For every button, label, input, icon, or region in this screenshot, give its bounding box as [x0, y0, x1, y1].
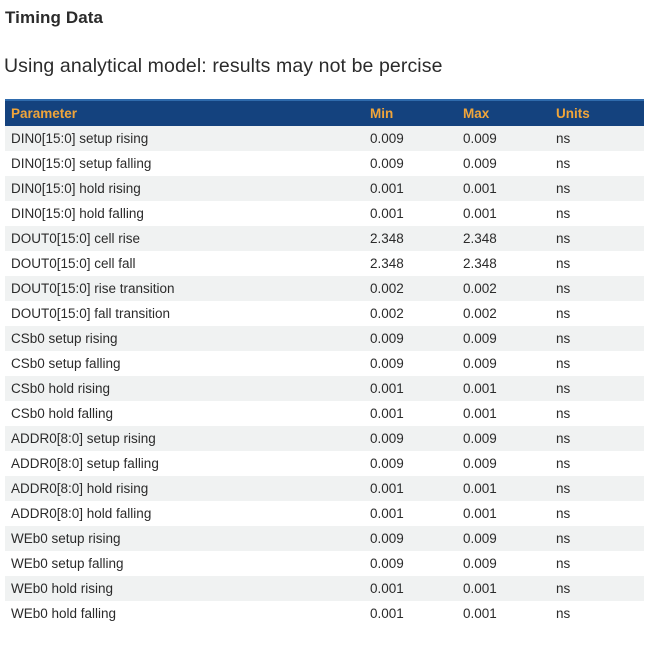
parameter-cell: DIN0[15:0] setup rising	[11, 131, 149, 146]
table-row	[5, 176, 644, 201]
min-cell: 0.001	[370, 481, 404, 496]
units-cell: ns	[556, 306, 571, 321]
min-cell: 0.001	[370, 581, 404, 596]
units-cell: ns	[556, 181, 571, 196]
units-cell: ns	[556, 581, 571, 596]
units-cell: ns	[556, 606, 571, 621]
max-cell: 0.009	[463, 531, 497, 546]
min-cell: 0.002	[370, 306, 404, 321]
max-cell: 0.009	[463, 331, 497, 346]
table-header-row	[5, 99, 644, 126]
table-row	[5, 401, 644, 426]
min-cell: 0.002	[370, 281, 404, 296]
min-cell: 0.001	[370, 506, 404, 521]
parameter-cell: DIN0[15:0] hold rising	[11, 181, 141, 196]
max-cell: 0.001	[463, 606, 497, 621]
table-row	[5, 551, 644, 576]
units-cell: ns	[556, 381, 571, 396]
parameter-cell: CSb0 setup rising	[11, 331, 118, 346]
column-header-units: Units	[556, 106, 590, 121]
parameter-cell: DOUT0[15:0] rise transition	[11, 281, 175, 296]
parameter-cell: ADDR0[8:0] setup rising	[11, 431, 156, 446]
parameter-cell: WEb0 setup falling	[11, 556, 124, 571]
table-row	[5, 376, 644, 401]
min-cell: 0.009	[370, 431, 404, 446]
table-row	[5, 451, 644, 476]
table-body	[5, 126, 644, 626]
parameter-cell: WEb0 hold rising	[11, 581, 114, 596]
units-cell: ns	[556, 406, 571, 421]
max-cell: 0.001	[463, 381, 497, 396]
max-cell: 0.001	[463, 206, 497, 221]
max-cell: 0.009	[463, 456, 497, 471]
min-cell: 0.009	[370, 156, 404, 171]
units-cell: ns	[556, 456, 571, 471]
min-cell: 0.009	[370, 531, 404, 546]
table-row	[5, 601, 644, 626]
parameter-cell: DIN0[15:0] hold falling	[11, 206, 144, 221]
table-row	[5, 501, 644, 526]
parameter-cell: CSb0 hold rising	[11, 381, 111, 396]
min-cell: 0.009	[370, 331, 404, 346]
min-cell: 2.348	[370, 231, 404, 246]
table-row	[5, 351, 644, 376]
parameter-cell: ADDR0[8:0] hold rising	[11, 481, 149, 496]
table-row	[5, 251, 644, 276]
max-cell: 0.001	[463, 406, 497, 421]
parameter-cell: ADDR0[8:0] setup falling	[11, 456, 159, 471]
parameter-cell: CSb0 setup falling	[11, 356, 121, 371]
max-cell: 2.348	[463, 231, 497, 246]
max-cell: 0.001	[463, 181, 497, 196]
max-cell: 0.009	[463, 156, 497, 171]
max-cell: 0.009	[463, 356, 497, 371]
units-cell: ns	[556, 131, 571, 146]
min-cell: 2.348	[370, 256, 404, 271]
units-cell: ns	[556, 156, 571, 171]
min-cell: 0.009	[370, 356, 404, 371]
min-cell: 0.001	[370, 206, 404, 221]
parameter-cell: DOUT0[15:0] cell rise	[11, 231, 141, 246]
table-row	[5, 476, 644, 501]
table-row	[5, 126, 644, 151]
min-cell: 0.009	[370, 456, 404, 471]
units-cell: ns	[556, 506, 571, 521]
parameter-cell: WEb0 hold falling	[11, 606, 117, 621]
min-cell: 0.001	[370, 381, 404, 396]
column-header-max: Max	[463, 106, 490, 121]
table-row	[5, 526, 644, 551]
parameter-cell: DOUT0[15:0] fall transition	[11, 306, 171, 321]
table-row	[5, 576, 644, 601]
table-row	[5, 426, 644, 451]
units-cell: ns	[556, 356, 571, 371]
max-cell: 0.001	[463, 506, 497, 521]
units-cell: ns	[556, 331, 571, 346]
column-header-min: Min	[370, 106, 394, 121]
units-cell: ns	[556, 481, 571, 496]
min-cell: 0.009	[370, 556, 404, 571]
page-subtitle: Using analytical model: results may not be percise	[4, 55, 443, 77]
units-cell: ns	[556, 556, 571, 571]
max-cell: 2.348	[463, 256, 497, 271]
parameter-cell: DIN0[15:0] setup falling	[11, 156, 152, 171]
table-row	[5, 226, 644, 251]
max-cell: 0.009	[463, 131, 497, 146]
units-cell: ns	[556, 231, 571, 246]
parameter-cell: CSb0 hold falling	[11, 406, 114, 421]
max-cell: 0.002	[463, 306, 497, 321]
table-row	[5, 201, 644, 226]
max-cell: 0.009	[463, 431, 497, 446]
parameter-cell: ADDR0[8:0] hold falling	[11, 506, 152, 521]
max-cell: 0.002	[463, 281, 497, 296]
units-cell: ns	[556, 531, 571, 546]
min-cell: 0.009	[370, 131, 404, 146]
max-cell: 0.001	[463, 581, 497, 596]
max-cell: 0.009	[463, 556, 497, 571]
units-cell: ns	[556, 206, 571, 221]
min-cell: 0.001	[370, 406, 404, 421]
units-cell: ns	[556, 431, 571, 446]
units-cell: ns	[556, 256, 571, 271]
units-cell: ns	[556, 281, 571, 296]
table-row	[5, 301, 644, 326]
timing-data-table	[5, 99, 644, 626]
table-row	[5, 326, 644, 351]
column-header-parameter: Parameter	[11, 106, 78, 121]
min-cell: 0.001	[370, 606, 404, 621]
max-cell: 0.001	[463, 481, 497, 496]
min-cell: 0.001	[370, 181, 404, 196]
table-row	[5, 276, 644, 301]
parameter-cell: DOUT0[15:0] cell fall	[11, 256, 136, 271]
parameter-cell: WEb0 setup rising	[11, 531, 121, 546]
page-title: Timing Data	[5, 8, 104, 27]
table-row	[5, 151, 644, 176]
